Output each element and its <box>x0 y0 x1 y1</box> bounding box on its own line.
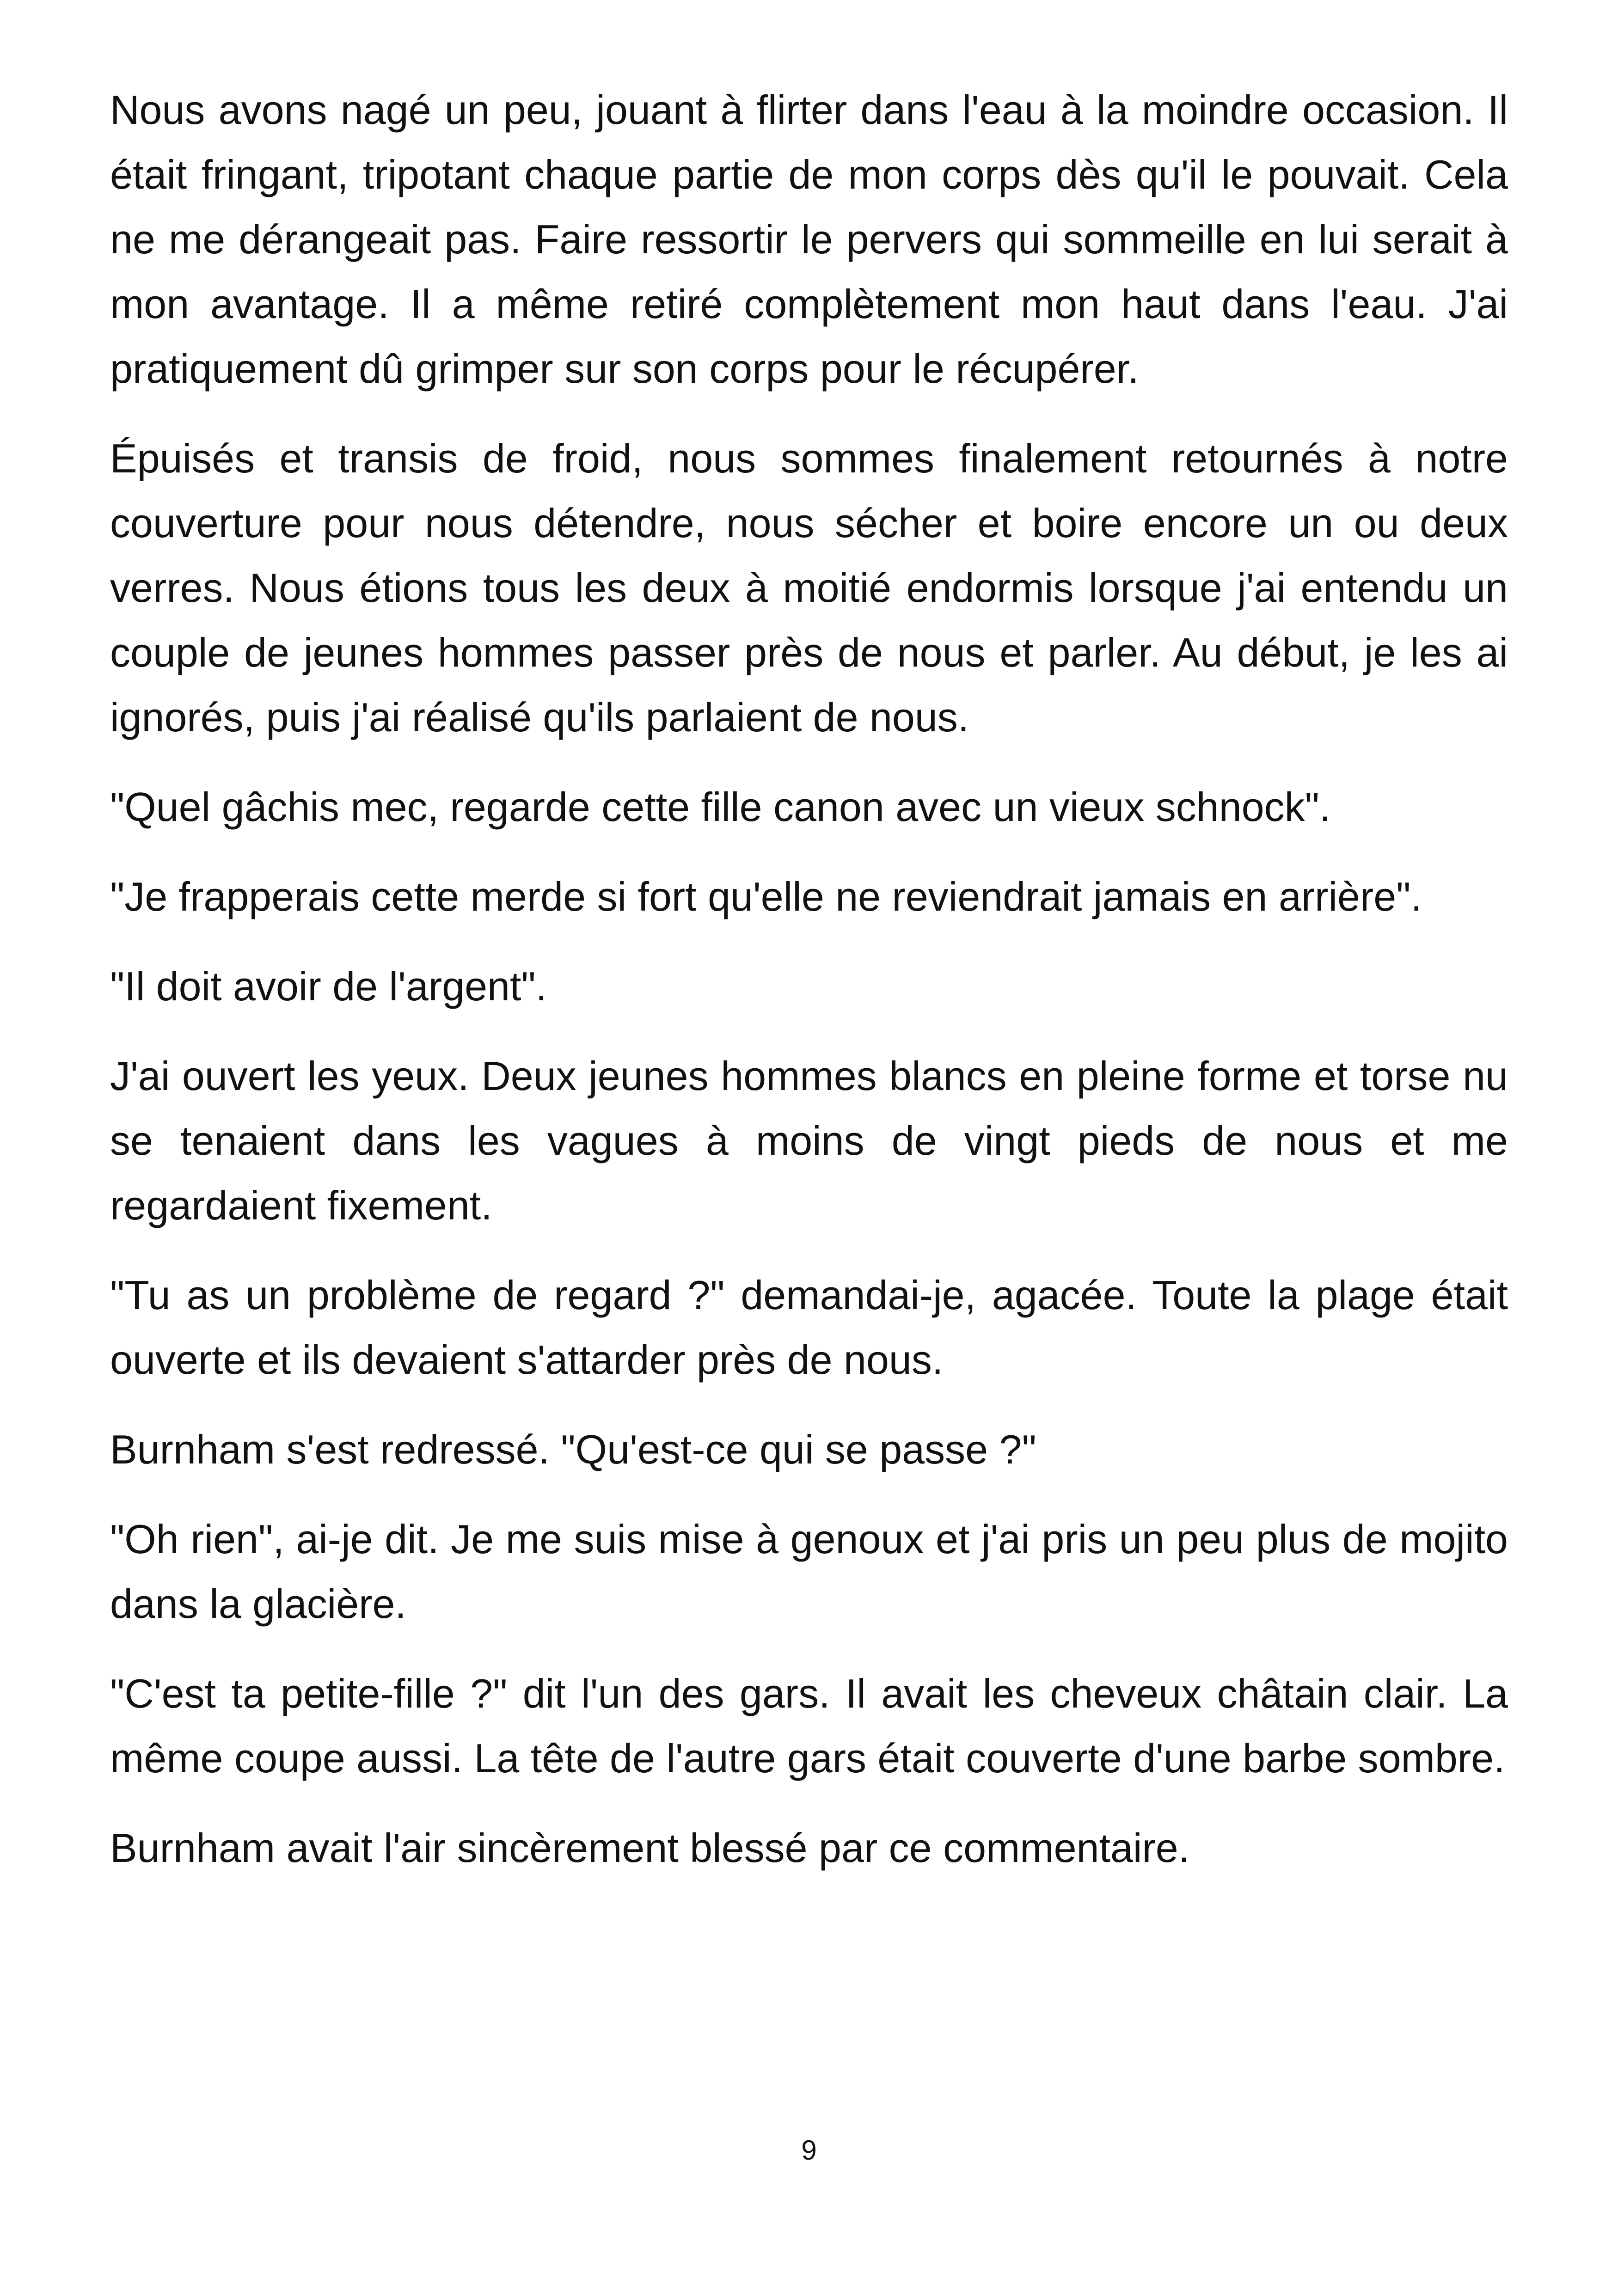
paragraph-8: Burnham s'est redressé. "Qu'est-ce qui se passe ?" <box>110 1427 1036 1472</box>
paragraph-7: "Tu as un problème de regard ?" demandai-je, agacée. Toute la plage était ouverte et ils devaient s'attarder près de nous. <box>110 1272 1508 1383</box>
paragraph-11: Burnham avait l'air sincèrement blessé par ce commentaire. <box>110 1825 1190 1871</box>
paragraph-5: "Il doit avoir de l'argent". <box>110 963 547 1009</box>
body-text <box>110 78 1508 1880</box>
paragraph-6: J'ai ouvert les yeux. Deux jeunes hommes blancs en pleine forme et torse nu se tenaient dans les vagues à moins de vingt pieds de nous et me regardaient fixement. <box>110 1053 1508 1228</box>
paragraph-9: "Oh rien", ai-je dit. Je me suis mise à genoux et j'ai pris un peu plus de mojito dans la glacière. <box>110 1516 1508 1627</box>
paragraph-10: "C'est ta petite-fille ?" dit l'un des gars. Il avait les cheveux châtain clair. La même coupe aussi. La tête de l'autre gars était couverte d'une barbe sombre. <box>110 1671 1508 1781</box>
paragraph-2: Épuisés et transis de froid, nous sommes finalement retournés à notre couverture pour nous détendre, nous sécher et boire encore un ou deux verres. Nous étions tous les deux à moitié endormis lorsque j'ai entendu un couple de jeunes hommes passer près de nous et parler. Au début, je les ai ignorés, puis j'ai réalisé qu'ils parlaient de nous. <box>110 435 1508 740</box>
paragraph-4: "Je frapperais cette merde si fort qu'elle ne reviendrait jamais en arrière". <box>110 874 1422 919</box>
paragraph-1: Nous avons nagé un peu, jouant à flirter dans l'eau à la moindre occasion. Il était fringant, tripotant chaque partie de mon corps dès qu'il le pouvait. Cela ne me dérangeait pas. Faire ressortir le pervers qui sommeille en lui serait à mon avantage. Il a même retiré complètement mon haut dans l'eau. J'ai pratiquement dû grimper sur son corps pour le récupérer. <box>110 87 1508 392</box>
page-number: 9 <box>801 2135 817 2166</box>
paragraph-3: "Quel gâchis mec, regarde cette fille canon avec un vieux schnock". <box>110 784 1331 830</box>
